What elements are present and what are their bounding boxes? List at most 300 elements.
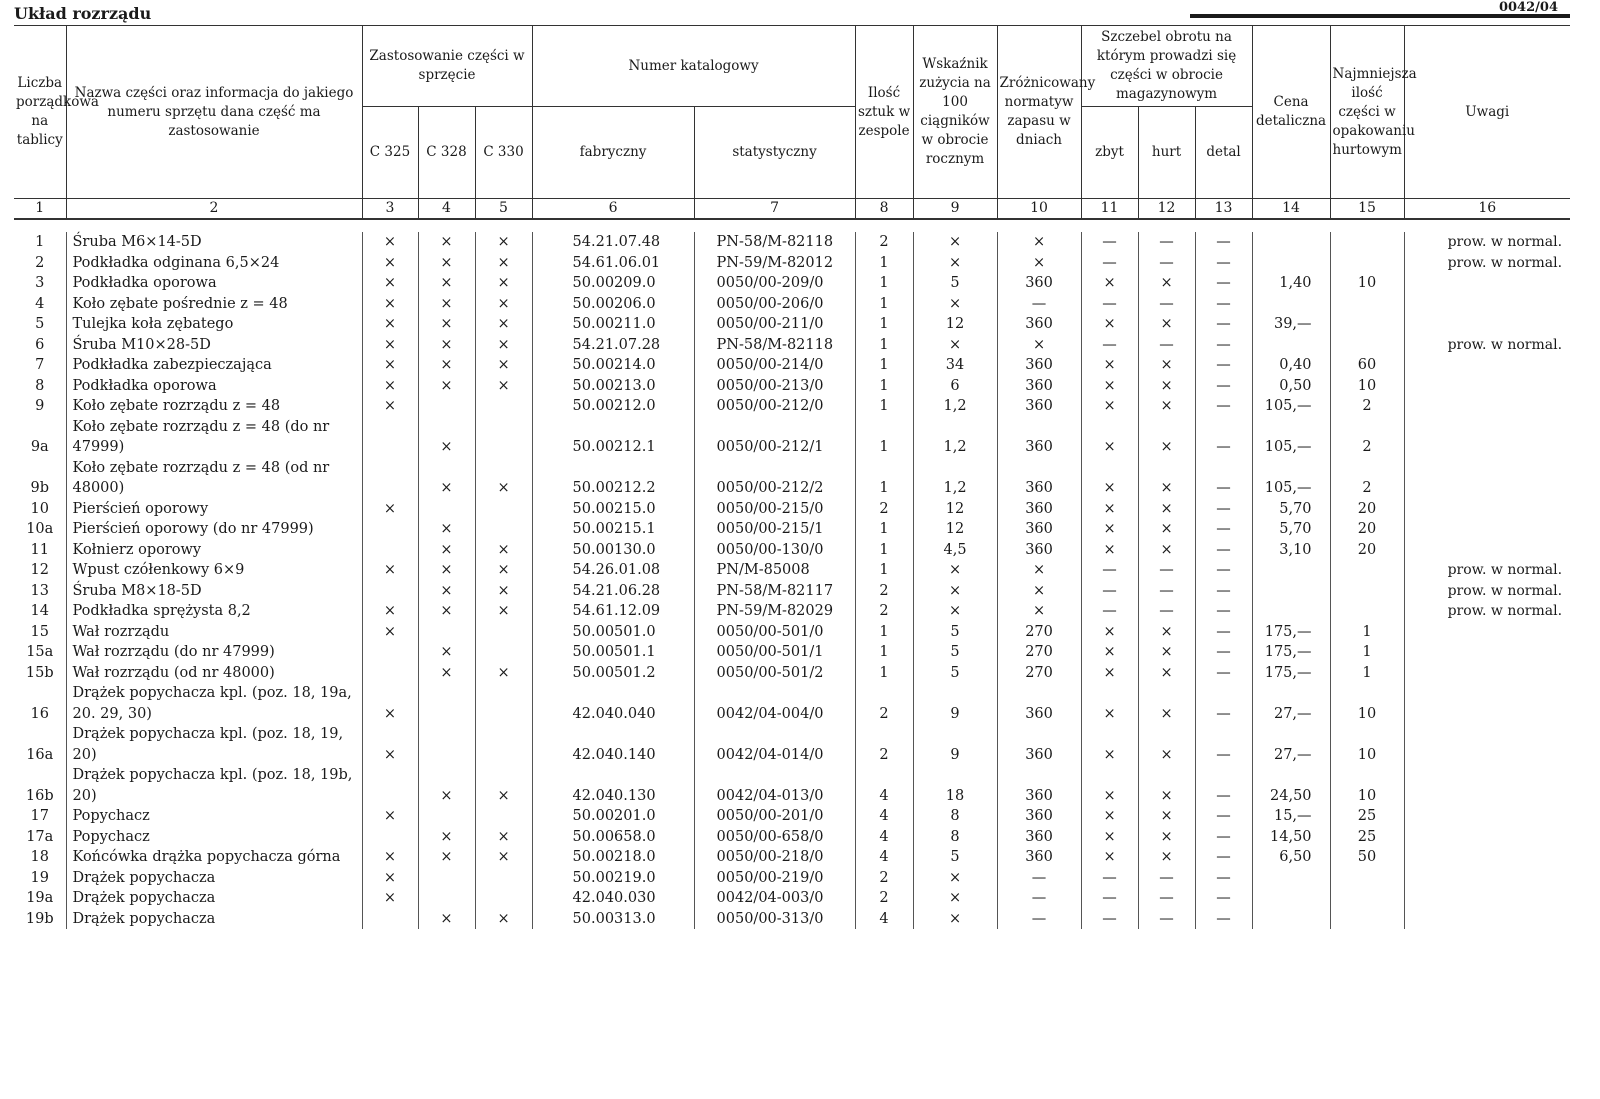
level-hurt: × <box>1138 806 1195 827</box>
row-number: 11 <box>14 540 66 561</box>
remarks <box>1404 314 1570 335</box>
min-pack-qty: 20 <box>1330 540 1404 561</box>
stock-norm: 360 <box>997 806 1081 827</box>
part-name: Śruba M10×28-5D <box>66 335 362 356</box>
use-c330: × <box>475 581 532 602</box>
level-hurt: × <box>1138 724 1195 765</box>
col-header-c325: C 325 <box>362 107 418 199</box>
level-zbyt: — <box>1081 868 1138 889</box>
min-pack-qty: 10 <box>1330 724 1404 765</box>
parts-table <box>14 25 1570 929</box>
part-name: Pierścień oporowy <box>66 499 362 520</box>
catalog-factory-number: 50.00501.1 <box>532 642 694 663</box>
usage-index: × <box>913 581 997 602</box>
level-hurt: — <box>1138 232 1195 253</box>
remarks <box>1404 847 1570 868</box>
table-body <box>14 219 1570 929</box>
level-zbyt: × <box>1081 314 1138 335</box>
use-c330: × <box>475 253 532 274</box>
retail-price: 27,— <box>1252 724 1330 765</box>
level-zbyt: × <box>1081 683 1138 724</box>
level-detal: — <box>1195 765 1252 806</box>
use-c328 <box>418 499 475 520</box>
use-c325: × <box>362 376 418 397</box>
use-c325: × <box>362 806 418 827</box>
retail-price: 105,— <box>1252 417 1330 458</box>
row-number: 19b <box>14 909 66 930</box>
stock-norm: × <box>997 253 1081 274</box>
usage-index: 18 <box>913 765 997 806</box>
document-code: 0042/04 <box>1498 0 1558 15</box>
level-detal: — <box>1195 396 1252 417</box>
usage-index: × <box>913 560 997 581</box>
table-row <box>14 581 1570 602</box>
document-title: Układ rozrządu <box>14 4 152 23</box>
use-c325: × <box>362 273 418 294</box>
row-number: 4 <box>14 294 66 315</box>
part-name: Podkładka zabezpieczająca <box>66 355 362 376</box>
level-detal: — <box>1195 273 1252 294</box>
use-c330: × <box>475 909 532 930</box>
col-header-lp: Liczba porządkowa na tablicy <box>14 26 66 199</box>
use-c325: × <box>362 868 418 889</box>
quantity: 1 <box>855 294 913 315</box>
level-detal: — <box>1195 601 1252 622</box>
level-hurt: × <box>1138 847 1195 868</box>
use-c328: × <box>418 314 475 335</box>
catalog-factory-number: 54.26.01.08 <box>532 560 694 581</box>
row-number: 2 <box>14 253 66 274</box>
column-number-row <box>14 199 1570 220</box>
level-zbyt: — <box>1081 253 1138 274</box>
quantity: 1 <box>855 622 913 643</box>
min-pack-qty <box>1330 335 1404 356</box>
use-c328: × <box>418 417 475 458</box>
level-zbyt: × <box>1081 642 1138 663</box>
parts-table-wrapper <box>14 25 1570 929</box>
table-row <box>14 314 1570 335</box>
use-c325 <box>362 663 418 684</box>
usage-index: 8 <box>913 827 997 848</box>
use-c328 <box>418 396 475 417</box>
level-detal: — <box>1195 909 1252 930</box>
level-detal: — <box>1195 540 1252 561</box>
retail-price <box>1252 601 1330 622</box>
table-row <box>14 642 1570 663</box>
quantity: 1 <box>855 335 913 356</box>
stock-norm: 360 <box>997 683 1081 724</box>
col-header-zbyt: zbyt <box>1081 107 1138 199</box>
table-row <box>14 601 1570 622</box>
level-zbyt: — <box>1081 888 1138 909</box>
row-number: 19a <box>14 888 66 909</box>
column-number: 6 <box>532 199 694 220</box>
min-pack-qty: 2 <box>1330 396 1404 417</box>
use-c328 <box>418 868 475 889</box>
quantity: 1 <box>855 253 913 274</box>
quantity: 2 <box>855 232 913 253</box>
part-name: Koło zębate pośrednie z = 48 <box>66 294 362 315</box>
catalog-factory-number: 50.00501.0 <box>532 622 694 643</box>
retail-price <box>1252 909 1330 930</box>
remarks <box>1404 642 1570 663</box>
level-detal: — <box>1195 335 1252 356</box>
use-c328 <box>418 622 475 643</box>
min-pack-qty <box>1330 314 1404 335</box>
use-c325: × <box>362 888 418 909</box>
level-hurt: × <box>1138 622 1195 643</box>
catalog-statistical-number: 0050/00-201/0 <box>694 806 855 827</box>
use-c328: × <box>418 560 475 581</box>
level-hurt: × <box>1138 458 1195 499</box>
stock-norm: 360 <box>997 519 1081 540</box>
level-hurt: — <box>1138 601 1195 622</box>
use-c330 <box>475 806 532 827</box>
retail-price: 175,— <box>1252 622 1330 643</box>
usage-index: 5 <box>913 642 997 663</box>
remarks: prow. w normal. <box>1404 601 1570 622</box>
level-hurt: × <box>1138 642 1195 663</box>
remarks <box>1404 355 1570 376</box>
table-row <box>14 683 1570 724</box>
level-hurt: × <box>1138 499 1195 520</box>
quantity: 2 <box>855 581 913 602</box>
catalog-statistical-number: PN-58/M-82117 <box>694 581 855 602</box>
min-pack-qty: 20 <box>1330 499 1404 520</box>
level-hurt: — <box>1138 581 1195 602</box>
min-pack-qty: 10 <box>1330 683 1404 724</box>
catalog-factory-number: 50.00212.1 <box>532 417 694 458</box>
column-number: 1 <box>14 199 66 220</box>
catalog-statistical-number: PN-58/M-82118 <box>694 335 855 356</box>
level-detal: — <box>1195 642 1252 663</box>
min-pack-qty: 1 <box>1330 642 1404 663</box>
remarks <box>1404 724 1570 765</box>
col-header-statystyczny: statystyczny <box>694 107 855 199</box>
level-zbyt: × <box>1081 622 1138 643</box>
level-zbyt: × <box>1081 847 1138 868</box>
catalog-factory-number: 42.040.030 <box>532 888 694 909</box>
catalog-statistical-number: 0050/00-130/0 <box>694 540 855 561</box>
row-number: 5 <box>14 314 66 335</box>
catalog-factory-number: 50.00214.0 <box>532 355 694 376</box>
use-c325: × <box>362 355 418 376</box>
table-row <box>14 724 1570 765</box>
table-row <box>14 888 1570 909</box>
min-pack-qty: 10 <box>1330 376 1404 397</box>
catalog-statistical-number: 0050/00-209/0 <box>694 273 855 294</box>
table-row <box>14 458 1570 499</box>
level-detal: — <box>1195 724 1252 765</box>
use-c325 <box>362 540 418 561</box>
row-number: 18 <box>14 847 66 868</box>
remarks <box>1404 273 1570 294</box>
usage-index: × <box>913 232 997 253</box>
catalog-factory-number: 50.00219.0 <box>532 868 694 889</box>
row-number: 15a <box>14 642 66 663</box>
part-name: Drążek popychacza <box>66 888 362 909</box>
use-c330 <box>475 519 532 540</box>
retail-price: 175,— <box>1252 663 1330 684</box>
stock-norm: × <box>997 581 1081 602</box>
catalog-factory-number: 50.00212.0 <box>532 396 694 417</box>
part-name: Wpust czółenkowy 6×9 <box>66 560 362 581</box>
quantity: 4 <box>855 847 913 868</box>
table-row <box>14 294 1570 315</box>
level-hurt: — <box>1138 253 1195 274</box>
col-header-wskaznik: Wskaźnik zużycia na 100 ciągników w obrocie rocznym <box>913 26 997 199</box>
table-row <box>14 519 1570 540</box>
row-number: 17 <box>14 806 66 827</box>
retail-price: 0,40 <box>1252 355 1330 376</box>
stock-norm: 360 <box>997 355 1081 376</box>
min-pack-qty: 1 <box>1330 622 1404 643</box>
stock-norm: 360 <box>997 827 1081 848</box>
level-zbyt: — <box>1081 294 1138 315</box>
use-c325: × <box>362 294 418 315</box>
column-number: 14 <box>1252 199 1330 220</box>
part-name: Popychacz <box>66 806 362 827</box>
catalog-factory-number: 54.21.07.48 <box>532 232 694 253</box>
part-name: Drążek popychacza <box>66 868 362 889</box>
use-c328: × <box>418 519 475 540</box>
remarks <box>1404 888 1570 909</box>
catalog-statistical-number: PN-59/M-82012 <box>694 253 855 274</box>
use-c325: × <box>362 683 418 724</box>
column-number: 7 <box>694 199 855 220</box>
table-row <box>14 560 1570 581</box>
part-name: Końcówka drążka popychacza górna <box>66 847 362 868</box>
table-row <box>14 273 1570 294</box>
quantity: 1 <box>855 642 913 663</box>
level-detal: — <box>1195 581 1252 602</box>
stock-norm: 270 <box>997 622 1081 643</box>
catalog-statistical-number: 0050/00-501/2 <box>694 663 855 684</box>
quantity: 1 <box>855 273 913 294</box>
usage-index: 5 <box>913 622 997 643</box>
use-c330: × <box>475 827 532 848</box>
col-header-detal: detal <box>1195 107 1252 199</box>
level-hurt: × <box>1138 417 1195 458</box>
use-c328: × <box>418 458 475 499</box>
table-row <box>14 622 1570 643</box>
stock-norm: × <box>997 601 1081 622</box>
part-name: Koło zębate rozrządu z = 48 (od nr 48000) <box>66 458 362 499</box>
row-number: 12 <box>14 560 66 581</box>
stock-norm: × <box>997 335 1081 356</box>
quantity: 2 <box>855 724 913 765</box>
retail-price: 14,50 <box>1252 827 1330 848</box>
catalog-factory-number: 54.61.06.01 <box>532 253 694 274</box>
retail-price <box>1252 335 1330 356</box>
level-detal: — <box>1195 253 1252 274</box>
level-zbyt: × <box>1081 458 1138 499</box>
table-row <box>14 355 1570 376</box>
use-c330 <box>475 642 532 663</box>
part-name: Koło zębate rozrządu z = 48 (do nr 47999) <box>66 417 362 458</box>
catalog-statistical-number: 0050/00-218/0 <box>694 847 855 868</box>
usage-index: × <box>913 868 997 889</box>
use-c330 <box>475 499 532 520</box>
row-number: 9b <box>14 458 66 499</box>
quantity: 2 <box>855 868 913 889</box>
catalog-factory-number: 50.00211.0 <box>532 314 694 335</box>
usage-index: × <box>913 253 997 274</box>
usage-index: 34 <box>913 355 997 376</box>
remarks <box>1404 622 1570 643</box>
remarks <box>1404 396 1570 417</box>
col-header-uwagi: Uwagi <box>1404 26 1570 199</box>
part-name: Tulejka koła zębatego <box>66 314 362 335</box>
level-zbyt: × <box>1081 540 1138 561</box>
catalog-statistical-number: 0050/00-212/2 <box>694 458 855 499</box>
catalog-statistical-number: 0050/00-313/0 <box>694 909 855 930</box>
catalog-statistical-number: 0050/00-215/1 <box>694 519 855 540</box>
catalog-factory-number: 42.040.040 <box>532 683 694 724</box>
level-zbyt: × <box>1081 376 1138 397</box>
remarks <box>1404 294 1570 315</box>
level-hurt: — <box>1138 909 1195 930</box>
stock-norm: 360 <box>997 376 1081 397</box>
quantity: 2 <box>855 601 913 622</box>
level-detal: — <box>1195 868 1252 889</box>
use-c330 <box>475 622 532 643</box>
level-zbyt: × <box>1081 355 1138 376</box>
remarks: prow. w normal. <box>1404 335 1570 356</box>
use-c330: × <box>475 458 532 499</box>
catalog-statistical-number: 0050/00-658/0 <box>694 827 855 848</box>
level-hurt: × <box>1138 314 1195 335</box>
remarks <box>1404 519 1570 540</box>
usage-index: 9 <box>913 683 997 724</box>
catalog-factory-number: 50.00206.0 <box>532 294 694 315</box>
usage-index: × <box>913 909 997 930</box>
level-hurt: × <box>1138 663 1195 684</box>
use-c325: × <box>362 232 418 253</box>
column-number: 8 <box>855 199 913 220</box>
row-number: 1 <box>14 232 66 253</box>
quantity: 2 <box>855 683 913 724</box>
table-row <box>14 827 1570 848</box>
use-c325 <box>362 642 418 663</box>
level-detal: — <box>1195 499 1252 520</box>
use-c328: × <box>418 540 475 561</box>
retail-price: 1,40 <box>1252 273 1330 294</box>
level-detal: — <box>1195 847 1252 868</box>
level-hurt: × <box>1138 765 1195 806</box>
min-pack-qty <box>1330 232 1404 253</box>
use-c328: × <box>418 909 475 930</box>
use-c330: × <box>475 314 532 335</box>
min-pack-qty: 25 <box>1330 806 1404 827</box>
quantity: 1 <box>855 355 913 376</box>
retail-price <box>1252 294 1330 315</box>
catalog-factory-number: 50.00209.0 <box>532 273 694 294</box>
table-row <box>14 868 1570 889</box>
row-number: 15b <box>14 663 66 684</box>
quantity: 1 <box>855 314 913 335</box>
level-hurt: — <box>1138 868 1195 889</box>
level-zbyt: × <box>1081 827 1138 848</box>
stock-norm: 360 <box>997 765 1081 806</box>
catalog-statistical-number: 0042/04-013/0 <box>694 765 855 806</box>
use-c330: × <box>475 294 532 315</box>
row-number: 15 <box>14 622 66 643</box>
retail-price: 105,— <box>1252 396 1330 417</box>
retail-price <box>1252 232 1330 253</box>
min-pack-qty: 10 <box>1330 765 1404 806</box>
remarks <box>1404 683 1570 724</box>
usage-index: 12 <box>913 314 997 335</box>
catalog-statistical-number: 0050/00-211/0 <box>694 314 855 335</box>
retail-price <box>1252 868 1330 889</box>
part-name: Wał rozrządu <box>66 622 362 643</box>
usage-index: 5 <box>913 273 997 294</box>
usage-index: 8 <box>913 806 997 827</box>
stock-norm: 360 <box>997 396 1081 417</box>
level-zbyt: × <box>1081 417 1138 458</box>
catalog-factory-number: 50.00130.0 <box>532 540 694 561</box>
use-c328: × <box>418 294 475 315</box>
catalog-statistical-number: 0050/00-501/1 <box>694 642 855 663</box>
row-number: 19 <box>14 868 66 889</box>
column-number: 13 <box>1195 199 1252 220</box>
table-row <box>14 335 1570 356</box>
usage-index: 9 <box>913 724 997 765</box>
row-number: 13 <box>14 581 66 602</box>
level-detal: — <box>1195 683 1252 724</box>
row-number: 9a <box>14 417 66 458</box>
catalog-factory-number: 54.21.06.28 <box>532 581 694 602</box>
catalog-statistical-number: 0050/00-219/0 <box>694 868 855 889</box>
min-pack-qty: 1 <box>1330 663 1404 684</box>
level-zbyt: × <box>1081 519 1138 540</box>
level-hurt: — <box>1138 294 1195 315</box>
min-pack-qty: 2 <box>1330 417 1404 458</box>
remarks <box>1404 909 1570 930</box>
usage-index: 12 <box>913 499 997 520</box>
col-header-name: Nazwa części oraz informacja do jakiego numeru sprzętu dana część ma zastosowanie <box>66 26 362 199</box>
col-header-c328: C 328 <box>418 107 475 199</box>
use-c330: × <box>475 376 532 397</box>
table-row <box>14 396 1570 417</box>
level-hurt: × <box>1138 540 1195 561</box>
level-zbyt: × <box>1081 663 1138 684</box>
quantity: 1 <box>855 560 913 581</box>
retail-price <box>1252 888 1330 909</box>
usage-index: × <box>913 335 997 356</box>
retail-price: 6,50 <box>1252 847 1330 868</box>
part-name: Drążek popychacza kpl. (poz. 18, 19, 20) <box>66 724 362 765</box>
use-c325: × <box>362 724 418 765</box>
use-c330 <box>475 417 532 458</box>
row-number: 17a <box>14 827 66 848</box>
stock-norm: — <box>997 909 1081 930</box>
stock-norm: — <box>997 888 1081 909</box>
level-detal: — <box>1195 560 1252 581</box>
level-zbyt: × <box>1081 724 1138 765</box>
table-row <box>14 663 1570 684</box>
level-zbyt: × <box>1081 396 1138 417</box>
catalog-statistical-number: 0050/00-214/0 <box>694 355 855 376</box>
part-name: Drążek popychacza <box>66 909 362 930</box>
table-row <box>14 376 1570 397</box>
level-detal: — <box>1195 376 1252 397</box>
use-c328: × <box>418 355 475 376</box>
table-row <box>14 806 1570 827</box>
column-number: 5 <box>475 199 532 220</box>
catalog-factory-number: 50.00201.0 <box>532 806 694 827</box>
